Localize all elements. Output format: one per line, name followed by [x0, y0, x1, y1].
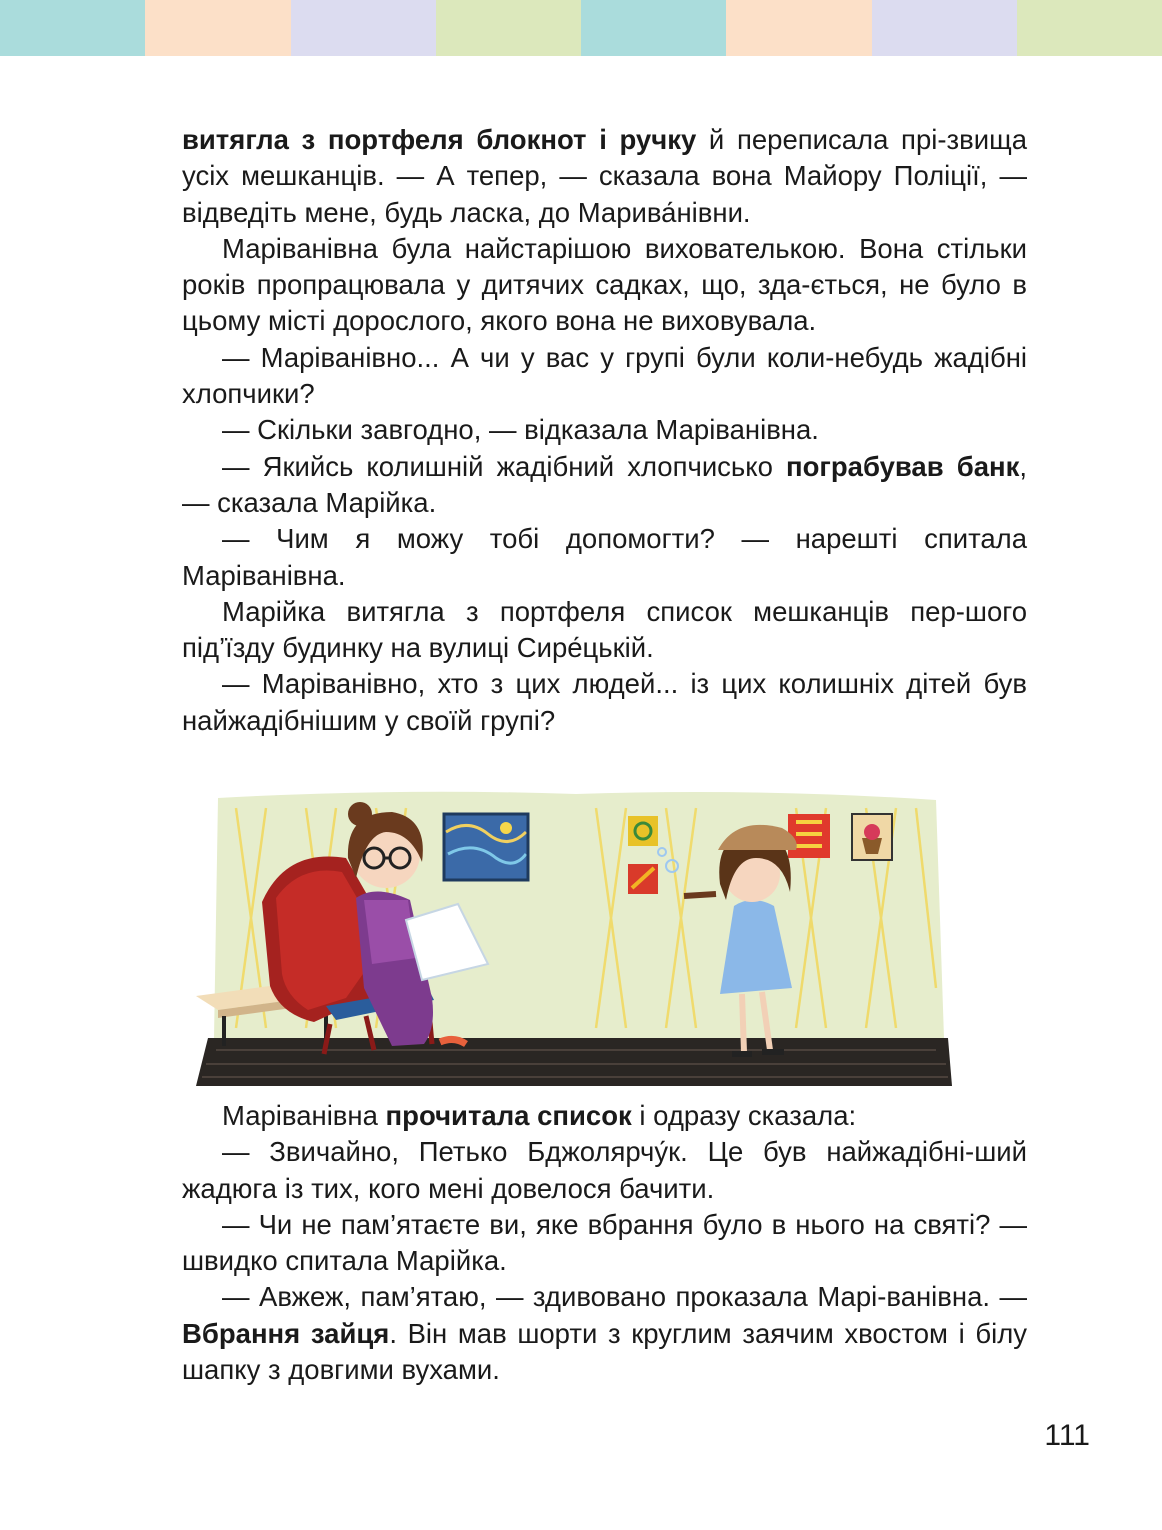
paragraph-text: , — сказала Марійка. — [182, 450, 1027, 518]
bold-phrase: Вбрання зайця — [182, 1317, 390, 1349]
paragraph-11: — Чи не пам’ятаєте ви, яке вбрання було в нього на святі? — швидко спитала Марійка. — [182, 1208, 1027, 1277]
paragraph-text: . Він мав шорти з круглим заячим хвостом і білу шапку з довгими вухами. — [182, 1317, 1027, 1386]
color-band-segment — [872, 0, 1017, 56]
color-band-segment — [291, 0, 436, 56]
paragraph-1 — [182, 122, 1027, 231]
bold-phrase: прочитала список — [385, 1100, 632, 1131]
paragraph-4: — Скільки завгодно, — відказала Маріванівна. — [222, 414, 819, 446]
paragraph-3: — Маріванівно... А чи у вас у групі були коли-небудь жадібні хлопчики? — [182, 341, 1027, 410]
bold-phrase: пограбував банк — [786, 450, 1020, 482]
paragraph-text: — Авжеж, пам’ятаю, — здивовано проказала Марі-ванівна. — — [222, 1281, 1027, 1313]
top-color-band — [0, 0, 1162, 56]
page-number: 111 — [1044, 1419, 1090, 1452]
upper-text-block — [182, 122, 1027, 739]
bold-phrase: витягла з портфеля блокнот і ручку — [182, 124, 697, 155]
lower-text-block — [182, 1098, 1027, 1388]
paragraph-8: — Маріванівно, хто з цих людей... із цих колишніх дітей був найжадібнішим у своїй групі? — [182, 668, 1027, 736]
color-band-segment — [145, 0, 290, 56]
paragraph-12 — [182, 1279, 1027, 1388]
paragraph-text: Маріванівна — [222, 1100, 386, 1131]
wooden-floor — [196, 1038, 952, 1086]
paragraph-text: і одразу сказала: — [631, 1100, 857, 1131]
paragraph-5 — [182, 449, 1027, 522]
paragraph-9 — [182, 1098, 1027, 1134]
story-illustration — [196, 788, 952, 1088]
color-band-segment — [0, 0, 145, 56]
starry-painting — [444, 814, 528, 880]
color-band-segment — [1017, 0, 1162, 56]
color-band-segment — [581, 0, 726, 56]
paragraph-text: й переписала прі-звища усіх мешканців. — А тепер, — сказала вона Майору Поліції, — відведіть мене, будь ласка, до Марива́нівни. — [182, 124, 1027, 228]
paragraph-text: — Якийсь колишній жадібний хлопчисько — [222, 450, 786, 482]
paragraph-7: Марійка витягла з портфеля список мешканців пер-шого під’їзду будинку на вулиці Сире́цькій. — [182, 595, 1027, 664]
color-band-segment — [726, 0, 871, 56]
paragraph-2: Маріванівна була найстарішою вихователькою. Вона стільки років пропрацювала у дитячих садках, що, зда-ється, не було в цьому місті дорослого, якого вона не виховувала. — [182, 232, 1027, 337]
paragraph-10: — Звичайно, Петько Бджолярчу́к. Це був найжадібні-ший жадюга із тих, кого мені довелося бачити. — [182, 1136, 1027, 1204]
paragraph-6: — Чим я можу тобі допомогти? — нарешті спитала Маріванівна. — [182, 523, 1027, 591]
color-band-segment — [436, 0, 581, 56]
